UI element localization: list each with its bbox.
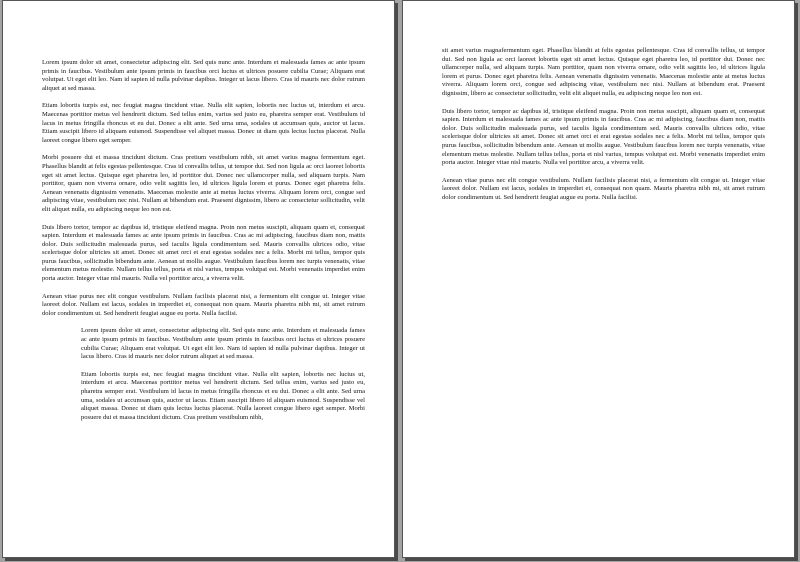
indented-paragraph: Lorem ipsum dolor sit amet, consectetur adipiscing elit. Sed quis nunc ante. Interdum et malesuada fames ac ante ipsum primis in faucibus. Vestibulum ante ipsum primis in faucibus orci luctus et ultrices posuere cubilia Curae; Aliquam erat volutpat. Ut eget elit leo. Nam id sapien id nulla pulvinar dapibus. Integer ut lacus libero. Cras id mauris nec dolor rutrum aliquet at sed massa. <box>81 327 365 361</box>
paragraph: Aenean vitae purus nec elit congue vestibulum. Nullam facilisis placerat nisi, a fermentum elit congue ut. Integer vitae laoreet dolor. Nullam est lacus, sodales in imperdiet et, consequat non quam. Mauris pharetra nibh mi, sit amet rutrum dolor condimentum ut. Sed hendrerit feugiat augue eu porta. Nulla facilisi. <box>442 176 765 201</box>
paragraph: Aenean vitae purus nec elit congue vestibulum. Nullam facilisis placerat nisi, a fermentum elit congue ut. Integer vitae laoreet dolor. Nullam est lacus, sodales in imperdiet et, consequat non quam. Mauris pharetra nibh mi, sit amet rutrum dolor condimentum ut. Sed hendrerit feugiat augue eu porta. Nulla facilisi. <box>42 292 365 317</box>
paragraph: sit amet varius magnafermentum eget. Phasellus blandit at felis egestas pellentesque. Cras id convallis tellus, ut tempor dui. Sed non ligula ac orci laoreet lobortis eget sit amet lectus. Quisque eget pharetra leo, id porttitor dui. Donec nec ullamcorper nulla, sed aliquam turpis. Nam porttitor, quam non viverra ornare, odio velit sagittis leo, id ultrices ligula lorem et purus. Donec eget pharetra felis. Aenean venenatis dignissim venenatis. Maecenas molestie ante at metus luctus viverra. Aliquam lorem orci, congue sed adipiscing vitae, vestibulum nec nisi. Nullam at bibendum erat. Praesent dignissim, libero ac consectetur sollicitudin, velit elit aliquet nulla, eu adipiscing neque leo non est. <box>442 47 765 97</box>
page-2-body <box>442 47 765 212</box>
paragraph: Lorem ipsum dolor sit amet, consectetur adipiscing elit. Sed quis nunc ante. Interdum et malesuada fames ac ante ipsum primis in faucibus. Vestibulum ante ipsum primis in faucibus orci luctus et ultrices posuere cubilia Curae; Aliquam erat volutpat. Ut eget elit leo. Nam id sapien id nulla pulvinar dapibus. Integer ut lacus libero. Cras id mauris nec dolor rutrum aliquet at sed massa. <box>42 59 365 92</box>
paragraph: Morbi posuere dui et massa tincidunt dictum. Cras pretium vestibulum nibh, sit amet varius magna fermentum eget. Phasellus blandit at felis egestas pellentesque. Cras id convallis tellus, ut tempor dui. Sed non ligula ac orci laoreet lobortis eget sit amet lectus. Quisque eget pharetra leo, id porttitor dui. Donec nec ullamcorper nulla, sed aliquam turpis. Nam porttitor, quam non viverra ornare, odio velit sagittis leo, id ultrices ligula lorem et purus. Donec eget pharetra felis. Aenean venenatis dignissim venenatis. Maecenas molestie ante at metus luctus viverra. Aliquam lorem orci, congue sed adipiscing vitae, vestibulum nec nisi. Nullam at bibendum erat. Praesent dignissim, libero ac consectetur sollicitudin, velit elit aliquet nulla, eu adipiscing neque leo non est. <box>42 154 365 213</box>
paragraph: Etiam lobortis turpis est, nec feugiat magna tincidunt vitae. Nulla elit sapien, lobortis nec luctus ut, interdum et arcu. Maecenas porttitor metus vel hendrerit dictum. Sed tellus enim, varius sed justo eu, pharetra semper erat. Vestibulum id lacus in metus fringilla rhoncus et eu dui. Donec a elit ante. Sed urna uma, sodales ut accumsan quis, auctor ut lacus. Etiam suscipit libero id aliquam euismod. Suspendisse vel aliquet massa. Donec ut diam quis lectus luctus placerat. Nulla laoreet congue libero eget semper. <box>42 102 365 144</box>
page-1-body <box>42 59 365 431</box>
document-page-2 <box>402 0 795 558</box>
paragraph: Duis libero tortor, tempor ac dapibus id, tristique eleifend magna. Proin non metus suscipit, aliquam quam et, consequat sapien. Interdum et malesuada fames ac ante ipsum primis in faucibus. Cras ac mi adipiscing, faucibus diam non, mattis dolor. Duis sollicitudin malesuada purus, sed iaculis ligula condimentum sed. Mauris convallis ultrices odio, vitae scelerisque dolor ultricies sit amet. Donec sit amet orci et erat egestas sodales nec a felis. Morbi mi tellus, tempor quis purus faucibus, sollicitudin bibendum ante. Aenean ut mollis augue. Vestibulum faucibus lorem nec turpis venenatis, vitae elementum metus molestie. Nullam tellus tellus, porta et nisl varius, tempus volutpat est. Morbi venenatis imperdiet enim porta auctor. Integer vitae nisl mauris. Nulla vel porttitor arcu, a viverra velit. <box>442 107 765 167</box>
paragraph: Duis libero tortor, tempor ac dapibus id, tristique eleifend magna. Proin non metus suscipit, aliquam quam et, consequat sapien. Interdum et malesuada fames ac ante ipsum primis in faucibus. Cras ac mi adipiscing, faucibus diam non, mattis dolor. Duis sollicitudin malesuada purus, sed iaculis ligula condimentum sed. Mauris convallis ultrices odio, vitae scelerisque dolor ultricies sit amet. Donec sit amet orci et erat egestas sodales nec a felis. Morbi mi tellus, tempor quis purus faucibus, sollicitudin bibendum ante. Aenean ut mollis augue. Vestibulum faucibus lorem nec turpis venenatis, vitae elementum metus molestie. Nullam tellus tellus, porta et nisl varius, tempus volutpat est. Morbi venenatis imperdiet enim porta auctor. Integer vitae nisl mauris. Nulla vel porttitor arcu, a viverra velit. <box>42 223 365 283</box>
document-page-1 <box>2 0 395 558</box>
indented-paragraph: Etiam lobortis turpis est, nec feugiat magna tincidunt vitae. Nulla elit sapien, lobortis nec luctus ut, interdum et arcu. Maecenas porttitor metus vel hendrerit dictum. Sed tellus enim, varius sed justo eu, pharetra semper erat. Vestibulum id lacus in metus fringilla rhoncus et eu dui. Donec a elit ante. Sed urna uma, sodales ut accumsan quis, auctor ut lacus. Etiam suscipit libero id aliquam euismod. Suspendisse vel aliquet massa. Donec ut diam quis lectus luctus placerat. Nulla laoreet congue libero eget semper. Morbi posuere dui et massa tincidunt dictum. Cras pretium vestibulum nibh, <box>81 370 365 421</box>
